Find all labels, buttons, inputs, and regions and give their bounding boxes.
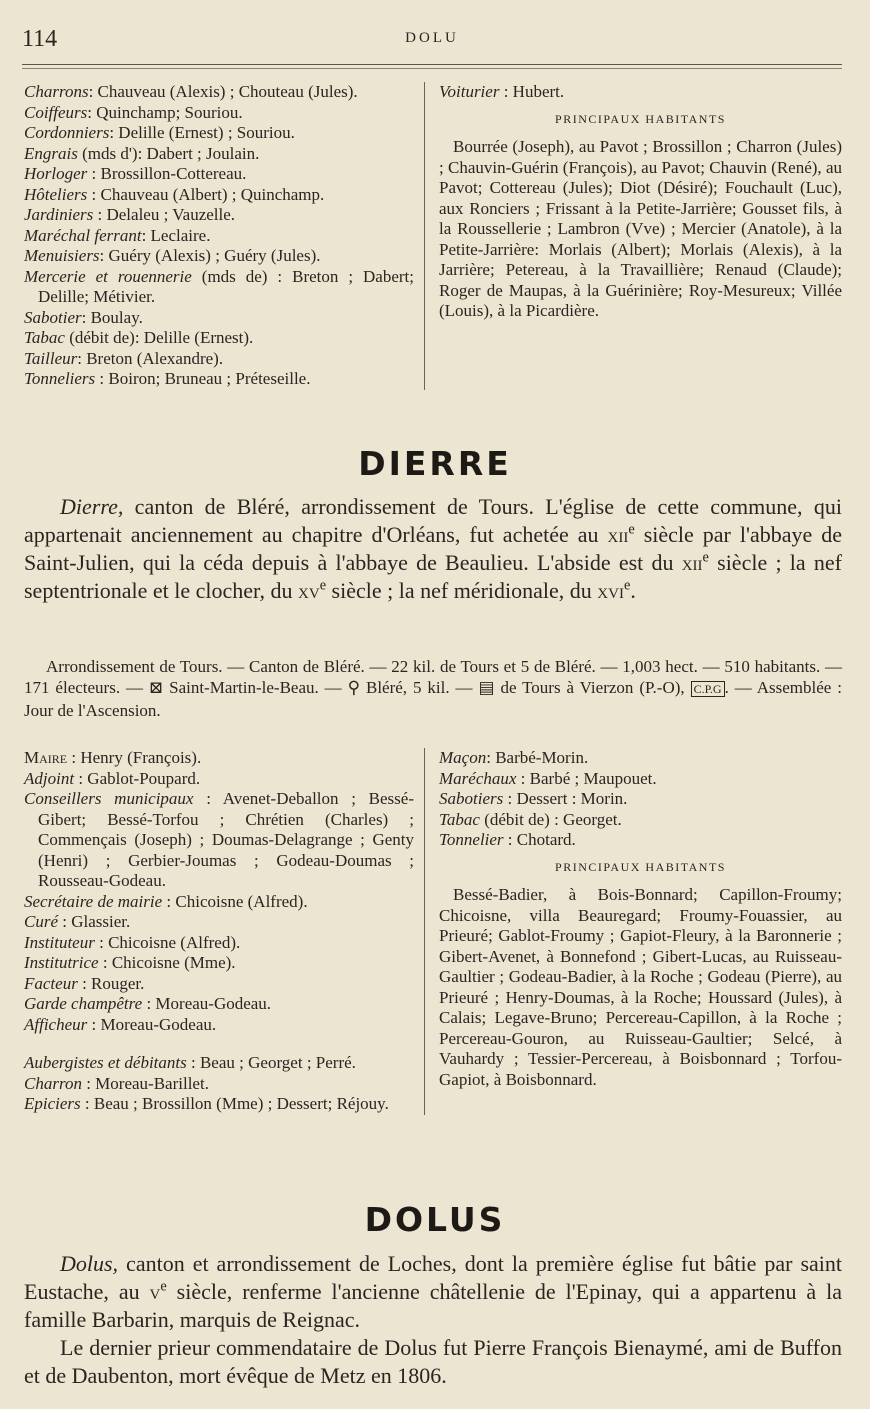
entry-text: : Boiron; Bruneau ; Préteseille. bbox=[95, 369, 311, 388]
directory-entry bbox=[24, 144, 414, 165]
directory-entry bbox=[24, 205, 414, 226]
entry-text: (débit de) : Georget. bbox=[479, 809, 622, 829]
entry-label: Menuisiers bbox=[24, 246, 100, 265]
directory-entry bbox=[24, 789, 414, 892]
directory-entry bbox=[439, 810, 842, 831]
entry-label: Jardiniers bbox=[24, 205, 94, 224]
railway-icon: ▤ bbox=[478, 678, 495, 697]
entry-text: : Beau ; Brossillon (Mme) ; Dessert; Réjouy. bbox=[80, 1094, 389, 1113]
entry-text: : Glassier. bbox=[58, 912, 131, 931]
entry-text: : Breton (Alexandre). bbox=[77, 348, 224, 368]
entry-text: : Hubert. bbox=[499, 82, 565, 101]
directory-entry bbox=[24, 349, 414, 370]
entry-label: Mercerie et rouennerie bbox=[24, 266, 192, 286]
section-title-dolus: DOLUS bbox=[364, 1200, 506, 1239]
entry-text: : Henry (François). bbox=[67, 748, 202, 767]
cpg-badge: C.P.G bbox=[691, 681, 725, 697]
century-suffix: e bbox=[319, 577, 327, 594]
dierre-intro bbox=[24, 493, 842, 605]
intro-text: canton et arrondissement de Loches, dont la première église fut bâtie par saint Eustache, au bbox=[24, 1251, 842, 1304]
century-numeral: v bbox=[149, 1279, 161, 1304]
entry-label: Tonnelier bbox=[439, 830, 504, 849]
entry-label: Coiffeurs bbox=[24, 102, 88, 122]
intro-text: siècle par l'abbaye de Saint-Julien, qui la céda depuis à l'abbaye de Beaulieu. L'abside est du bbox=[24, 522, 843, 575]
directory-entry bbox=[24, 748, 414, 769]
entry-text: : Chotard. bbox=[503, 830, 576, 849]
entry-label: Conseillers municipaux bbox=[24, 789, 194, 808]
entry-text: : Quinchamp; Souriou. bbox=[87, 102, 243, 122]
entry-text: : Delaleu ; Vauzelle. bbox=[93, 205, 236, 224]
residents-subheading: PRINCIPAUX HABITANTS bbox=[555, 111, 726, 126]
entry-label: Tailleur bbox=[24, 348, 78, 368]
century-numeral: xii bbox=[607, 522, 629, 547]
directory-entry bbox=[24, 103, 414, 124]
directory-entry bbox=[24, 164, 414, 185]
directory-entry bbox=[24, 1094, 414, 1115]
directory-entry bbox=[439, 769, 842, 790]
entry-label: Curé bbox=[24, 912, 58, 931]
dolus-paragraph-2: Le dernier prieur commendataire de Dolus fut Pierre François Bienaymé, ami de Buffon et de Daubenton, mort évêque de Metz en 1806. bbox=[24, 1335, 842, 1388]
century-suffix: e bbox=[628, 521, 635, 538]
directory-entry bbox=[439, 82, 842, 103]
directory-entry bbox=[24, 933, 414, 954]
entry-text: : Rouger. bbox=[77, 973, 145, 993]
entry-text: : Barbé-Morin. bbox=[486, 748, 589, 767]
entry-label: Secrétaire de mairie bbox=[24, 891, 163, 911]
directory-entry bbox=[439, 748, 842, 769]
entry-text: : Avenet-Deballon ; Bessé-Gibert; Bessé-Torfou ; Chrétien (Charles) ; Commençais (Joseph) ; Doumas-Delagrange ; Genty (Henri) ; Gerbier-Joumas ; Godeau-Doumas ; Rousseau-Godeau. bbox=[38, 789, 414, 890]
stats-text: Saint-Martin-le-Beau. — bbox=[163, 678, 348, 697]
residents-subheading: PRINCIPAUX HABITANTS bbox=[555, 859, 726, 874]
entry-label: Maçon bbox=[439, 748, 487, 767]
intro-text: siècle ; la nef septentrionale et le clocher, du bbox=[24, 550, 842, 603]
dolus-intro bbox=[24, 1250, 842, 1390]
entry-text: : Moreau-Godeau. bbox=[142, 994, 272, 1013]
entry-text: : Delille (Ernest) ; Souriou. bbox=[109, 123, 295, 142]
directory-entry bbox=[24, 308, 414, 329]
directory-entry bbox=[24, 953, 414, 974]
telegraph-icon: ⚲ bbox=[347, 678, 361, 697]
entry-label: Tabac bbox=[24, 328, 65, 347]
directory-entry bbox=[24, 1015, 414, 1036]
entry-label: Adjoint bbox=[24, 768, 75, 788]
directory-entry bbox=[439, 830, 842, 851]
directory-entry bbox=[24, 369, 414, 390]
directory-entry bbox=[24, 328, 414, 349]
entry-text: : Guéry (Alexis) ; Guéry (Jules). bbox=[99, 246, 321, 265]
stats-text: Bléré, 5 kil. — bbox=[360, 678, 479, 697]
post-office-icon: ⊠ bbox=[148, 678, 164, 697]
entry-label: Maréchaux bbox=[439, 768, 517, 788]
entry-text: : Chauveau (Alexis) ; Chouteau (Jules). bbox=[88, 82, 358, 101]
entry-label: Tonneliers bbox=[24, 369, 96, 388]
century-numeral: xvi bbox=[597, 578, 624, 603]
section-title-dierre: DIERRE bbox=[358, 444, 512, 483]
entry-label: Instituteur bbox=[24, 932, 95, 952]
intro-text: siècle ; la nef méridionale, du bbox=[326, 578, 598, 603]
entry-text: : Barbé ; Maupouet. bbox=[516, 768, 657, 788]
running-title: DOLU bbox=[405, 30, 459, 46]
page-number: 114 bbox=[22, 26, 58, 52]
dolu-left-column bbox=[24, 82, 424, 390]
directory-entry bbox=[24, 1074, 414, 1095]
entry-text: : Moreau-Godeau. bbox=[87, 1014, 217, 1034]
directory-entry bbox=[24, 994, 414, 1015]
header-rule bbox=[22, 64, 842, 65]
entry-text: : Beau ; Georget ; Perré. bbox=[186, 1053, 356, 1072]
entry-label: Institutrice bbox=[24, 953, 99, 972]
dolu-right-column bbox=[424, 82, 842, 390]
commune-name: Dolus, bbox=[60, 1251, 119, 1276]
dierre-directory bbox=[24, 748, 842, 1115]
entry-text: : Chicoisne (Alfred). bbox=[162, 891, 308, 911]
intro-text: . bbox=[630, 578, 636, 603]
entry-text: : Moreau-Barillet. bbox=[81, 1073, 209, 1093]
entry-label: Maire bbox=[24, 748, 68, 767]
header-rule-secondary bbox=[22, 68, 842, 69]
directory-entry bbox=[439, 789, 842, 810]
directory-entry bbox=[24, 226, 414, 247]
residents-paragraph: Bessé-Badier, à Bois-Bonnard; Capillon-Froumy; Chicoisne, villa Beauregard; Froumy-Fouassier, au Prieuré; Gablot-Froumy ; Gapiot-Fleury, à la Baronnerie ; Gibert-Avenet, à Bonnefond ; Gibert-Lucas, au Ruisseau-Gaultier ; Godeau-Badier, à la Roche ; Godeau (Pierre), au Prieuré ; Henry-Doumas, à la Roche; Houssard (Jules), à Calais; Legave-Bruno; Percereau-Capillon, à la Roche ; Percereau-Gouron, au Ruisseau-Gaultier; Selcé, à Vauhardy ; Tessier-Percereau, à Boisbonnard ; Torfou-Gapiot, à Boisbonnard. bbox=[439, 885, 842, 1089]
directory-entry bbox=[24, 912, 414, 933]
directory-entry bbox=[24, 1053, 414, 1074]
dolus-paragraph bbox=[24, 1250, 842, 1334]
entry-label: Garde champêtre bbox=[24, 994, 143, 1013]
dolu-directory bbox=[24, 82, 842, 390]
directory-entry bbox=[24, 974, 414, 995]
entry-label: Sabotier bbox=[24, 307, 82, 327]
entry-gap bbox=[24, 1035, 414, 1053]
entry-label: Maréchal ferrant bbox=[24, 225, 142, 245]
entry-label: Engrais bbox=[24, 143, 78, 163]
century-suffix: e bbox=[623, 577, 631, 594]
directory-entry bbox=[24, 892, 414, 913]
entry-text: : Brossillon-Cottereau. bbox=[87, 164, 247, 183]
entry-text: (mds d'): Dabert ; Joulain. bbox=[77, 143, 260, 163]
stats-text: . — Assemblée : Jour de l'Ascension. bbox=[24, 678, 842, 720]
entry-text: (débit de): Delille (Ernest). bbox=[64, 328, 254, 347]
entry-label: Epiciers bbox=[24, 1094, 81, 1113]
page-header bbox=[22, 26, 842, 56]
century-numeral: xv bbox=[298, 578, 320, 603]
entry-label: Afficheur bbox=[24, 1014, 88, 1034]
entry-text: : Boulay. bbox=[81, 307, 143, 327]
entry-text: : Chicoisne (Alfred). bbox=[94, 932, 241, 952]
directory-entry bbox=[24, 267, 414, 308]
dierre-trades bbox=[439, 748, 842, 851]
entry-label: Horloger bbox=[24, 164, 88, 183]
entry-text: : Leclaire. bbox=[141, 225, 211, 245]
dierre-right-column bbox=[424, 748, 842, 1115]
century-suffix: e bbox=[160, 1278, 167, 1295]
stats-text: Arrondissement de Tours. — Canton de Bléré. — 22 kil. de Tours et 5 de Bléré. — 1,003 hect. — 510 habitants. — 171 électeurs. — bbox=[24, 657, 842, 697]
dierre-statistics bbox=[24, 656, 842, 721]
directory-entry bbox=[24, 769, 414, 790]
century-suffix: e bbox=[702, 549, 709, 566]
directory-entry bbox=[24, 246, 414, 267]
entry-label: Sabotiers bbox=[439, 789, 504, 808]
residents-paragraph: Bourrée (Joseph), au Pavot ; Brossillon ; Charron (Jules) ; Chauvin-Guérin (François), au Pavot; Chauvin (René), au Pavot; Cottereau (Jules); Diot (Désiré); Fouchault (Luc), aux Ronciers ; Frissant à la Petite-Jarrière; Gousset fils, à la Roussellerie ; Lambron (Vve) ; Mercier (Anatole), à la Petite-Jarrière: Morlais (Albert); Morlais (Alexis), à la Jarrière; Petereau, à la Travaillière; Renaud (Claude); Roger de Maupas, à la Guérinière; Roy-Mesureux; Villée (Louis), à la Picardière. bbox=[439, 137, 842, 320]
intro-text: siècle, renferme l'ancienne châtellenie de l'Epinay, qui a appartenu à la famille Barbarin, marquis de Reignac. bbox=[24, 1279, 842, 1332]
entry-label: Tabac bbox=[439, 809, 480, 829]
entry-label: Aubergistes et débitants bbox=[24, 1053, 187, 1072]
century-numeral: xii bbox=[681, 550, 703, 575]
entry-text: : Gablot-Poupard. bbox=[74, 768, 201, 788]
entry-text: : Chauveau (Albert) ; Quinchamp. bbox=[87, 184, 325, 204]
entry-label: Hôteliers bbox=[24, 184, 88, 204]
dierre-left-column bbox=[24, 748, 424, 1115]
entry-label: Voiturier bbox=[439, 82, 500, 101]
entry-text: : Dessert : Morin. bbox=[503, 789, 628, 808]
directory-entry bbox=[24, 185, 414, 206]
entry-label: Facteur bbox=[24, 973, 78, 993]
commune-name: Dierre, bbox=[60, 494, 124, 519]
entry-text: (mds de) : Breton ; Dabert; Delille; Métivier. bbox=[38, 266, 414, 306]
entry-label: Charron bbox=[24, 1073, 82, 1093]
entry-label: Cordonniers bbox=[24, 123, 110, 142]
entry-text: : Chicoisne (Mme). bbox=[98, 953, 236, 972]
directory-entry bbox=[24, 82, 414, 103]
entry-label: Charrons bbox=[24, 82, 89, 101]
stats-text: de Tours à Vierzon (P.-O), bbox=[494, 678, 691, 697]
intro-text: canton de Bléré, arrondissement de Tours. L'église de cette commune, qui appartenait anciennement au chapitre d'Orléans, fut achetée au bbox=[24, 494, 842, 547]
directory-entry bbox=[24, 123, 414, 144]
